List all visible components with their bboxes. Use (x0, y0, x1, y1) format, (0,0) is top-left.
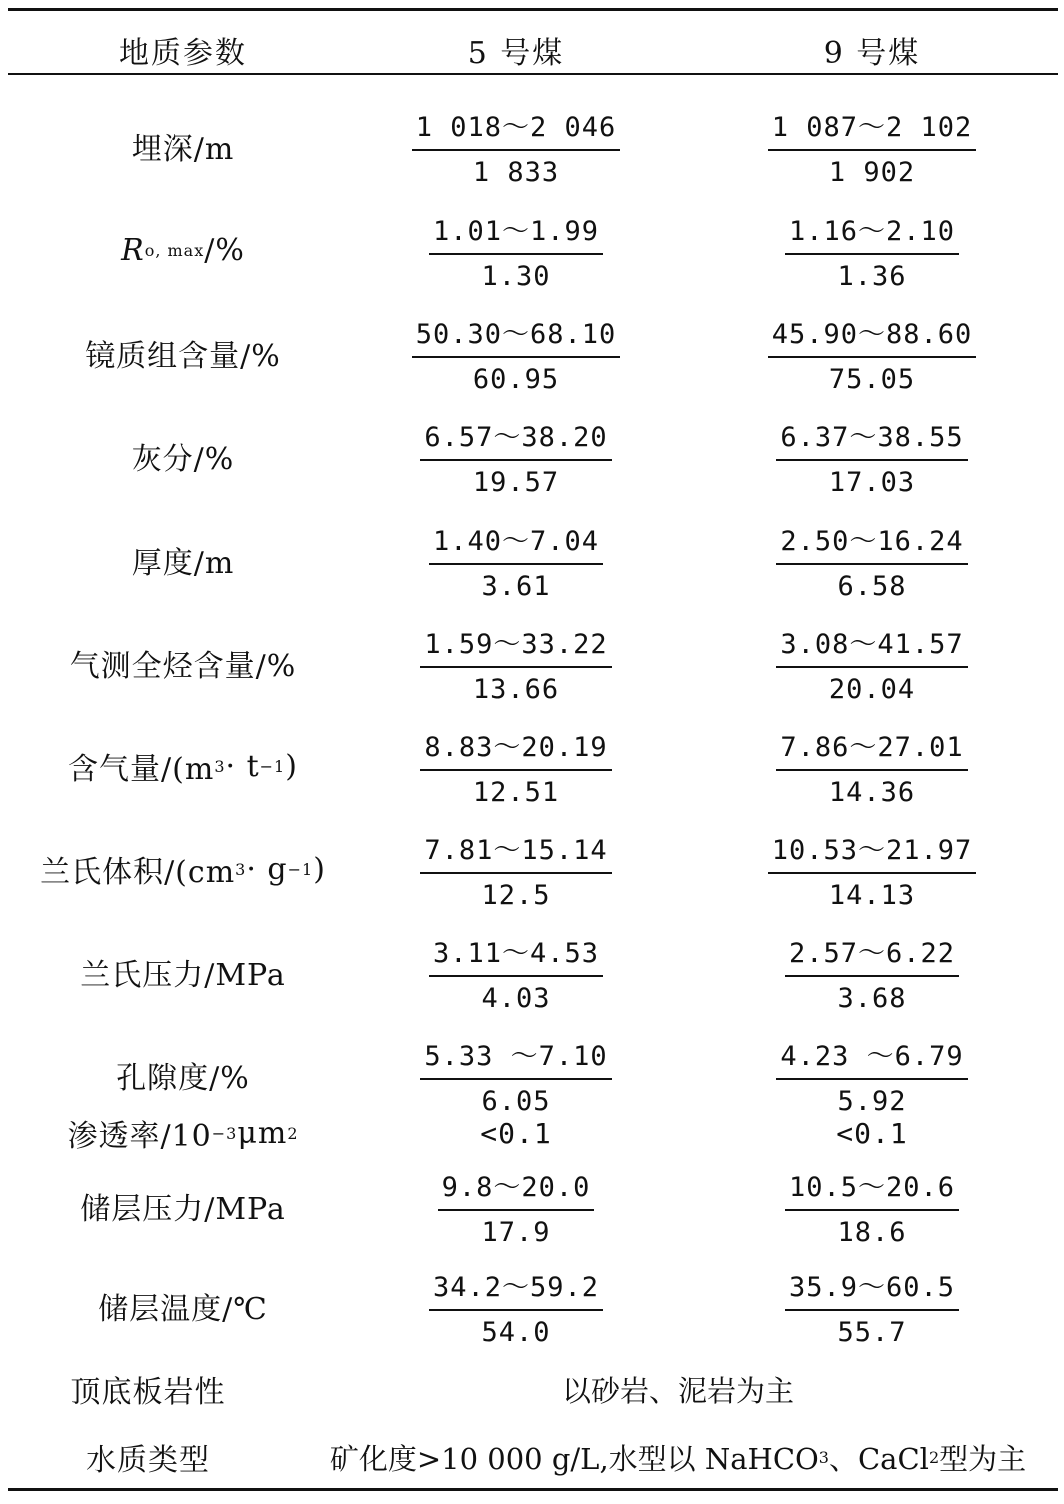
roof-floor-lithology-value: 以砂岩、泥岩为主 (561, 1373, 794, 1408)
average-value: 14.36 (828, 776, 916, 808)
average-value: 3.68 (837, 982, 907, 1014)
param-superscript: 2 (287, 1123, 299, 1143)
table-cell (338, 1258, 694, 1354)
average-value: 5.92 (837, 1085, 907, 1117)
range-value: 34.2～59.2 (429, 1265, 603, 1311)
table-cell (338, 510, 694, 610)
param-text: 渗透率/10 (67, 1119, 212, 1154)
range-value: 6.37～38.55 (776, 415, 967, 461)
table-cell (694, 1258, 1050, 1354)
table-cell: <0.1 (836, 1116, 908, 1150)
param-text: ) (285, 748, 298, 784)
param-symbol: R (121, 232, 145, 268)
param-porosity: 孔隙度/% (116, 1061, 250, 1096)
table-cell (694, 303, 1050, 403)
average-value: 12.51 (472, 776, 560, 808)
param-text: ) (313, 851, 326, 887)
average-value: 13.66 (472, 673, 560, 705)
table-cell: <0.1 (480, 1116, 552, 1150)
range-value: 7.86～27.01 (776, 725, 967, 771)
water-type-value (298, 1428, 1058, 1486)
table-cell (694, 406, 1050, 506)
average-value: 4.03 (481, 982, 551, 1014)
param-langmuir-volume (8, 819, 358, 919)
table-cell (694, 200, 1050, 300)
table-bottom-rule (8, 1488, 1058, 1491)
range-value: 1.16～2.10 (785, 209, 959, 255)
range-value: 1.01～1.99 (429, 209, 603, 255)
average-value: 17.03 (828, 466, 916, 498)
average-value: 6.58 (837, 570, 907, 602)
table-cell (694, 510, 1050, 610)
average-value: 19.57 (472, 466, 560, 498)
range-value: 2.57～6.22 (785, 931, 959, 977)
header-coal-5: 5 号煤 (467, 36, 565, 71)
param-thickness: 厚度/m (131, 546, 235, 581)
water-type-text: 、CaCl (828, 1441, 929, 1476)
param-ro-max (8, 200, 358, 300)
param-roof-floor-lithology: 顶底板岩性 (70, 1375, 226, 1410)
table-cell (338, 1158, 694, 1254)
range-value: 1.40～7.04 (429, 519, 603, 565)
average-value: 55.7 (837, 1316, 907, 1348)
range-value: 2.50～16.24 (776, 519, 967, 565)
range-value: 3.11～4.53 (429, 931, 603, 977)
average-value: 6.05 (481, 1085, 551, 1117)
range-value: 1 087～2 102 (768, 105, 977, 151)
range-value: 5.33 ～7.10 (420, 1034, 611, 1080)
average-value: 20.04 (828, 673, 916, 705)
range-value: 35.9～60.5 (785, 1265, 959, 1311)
range-value: 45.90～88.60 (768, 312, 977, 358)
table-cell (694, 96, 1050, 196)
average-value: 1 833 (472, 156, 560, 188)
average-value: 12.5 (481, 879, 551, 911)
table-cell (338, 922, 694, 1022)
water-type-text: 矿化度>10 000 g/L,水型以 NaHCO (329, 1441, 819, 1476)
table-cell (338, 819, 694, 919)
param-permeability (8, 1110, 358, 1156)
average-value: 1.30 (481, 260, 551, 292)
range-value: 3.08～41.57 (776, 622, 967, 668)
param-text: μm (237, 1115, 288, 1151)
param-text: · g (246, 851, 288, 887)
table-cell (694, 819, 1050, 919)
range-value: 10.53～21.97 (768, 828, 977, 874)
table-cell (338, 303, 694, 403)
param-unit: /% (204, 232, 245, 268)
param-gas-content (8, 716, 358, 816)
average-value: 75.05 (828, 363, 916, 395)
average-value: 54.0 (481, 1316, 551, 1348)
range-value: 8.83～20.19 (420, 725, 611, 771)
range-value: 1.59～33.22 (420, 622, 611, 668)
range-value: 4.23 ～6.79 (776, 1034, 967, 1080)
table-cell (694, 613, 1050, 713)
param-superscript: −1 (287, 859, 314, 879)
param-superscript: −1 (259, 756, 286, 776)
header-parameter: 地质参数 (119, 36, 247, 71)
table-cell (338, 96, 694, 196)
average-value: 60.95 (472, 363, 560, 395)
param-text: · t (225, 748, 260, 784)
range-value: 10.5～20.6 (785, 1165, 959, 1211)
table-cell (694, 716, 1050, 816)
average-value: 1 902 (828, 156, 916, 188)
table-cell (694, 1158, 1050, 1254)
param-total-hydrocarbon: 气测全烃含量/% (69, 649, 297, 684)
average-value: 3.61 (481, 570, 551, 602)
param-reservoir-temperature: 储层温度/℃ (98, 1292, 268, 1327)
param-text: 兰氏体积/(cm (40, 855, 236, 890)
param-langmuir-pressure: 兰氏压力/MPa (80, 958, 286, 993)
param-burial-depth: 埋深/m (131, 132, 235, 167)
table-top-rule (8, 8, 1058, 11)
table-cell (694, 922, 1050, 1022)
range-value: 9.8～20.0 (438, 1165, 595, 1211)
param-reservoir-pressure: 储层压力/MPa (80, 1192, 286, 1227)
param-subscript: o, max (144, 240, 205, 260)
param-superscript: 3 (235, 859, 247, 879)
table-cell (338, 200, 694, 300)
average-value: 17.9 (481, 1216, 551, 1248)
water-type-subscript: 2 (928, 1447, 940, 1467)
range-value: 50.30～68.10 (412, 312, 621, 358)
param-water-type: 水质类型 (86, 1443, 210, 1478)
water-type-subscript: 3 (818, 1447, 829, 1467)
average-value: 1.36 (837, 260, 907, 292)
water-type-text: 型为主 (939, 1441, 1027, 1476)
average-value: 18.6 (837, 1216, 907, 1248)
param-ash: 灰分/% (131, 442, 235, 477)
param-text: 含气量/(m (68, 752, 215, 787)
range-value: 7.81～15.14 (420, 828, 611, 874)
param-superscript: 3 (214, 756, 226, 776)
table-cell (338, 613, 694, 713)
header-coal-9: 9 号煤 (823, 36, 921, 71)
param-superscript: −3 (211, 1123, 238, 1143)
range-value: 1 018～2 046 (412, 105, 621, 151)
table-cell (338, 716, 694, 816)
range-value: 6.57～38.20 (420, 415, 611, 461)
table-cell (338, 406, 694, 506)
average-value: 14.13 (828, 879, 916, 911)
param-vitrinite: 镜质组含量/% (85, 339, 281, 374)
